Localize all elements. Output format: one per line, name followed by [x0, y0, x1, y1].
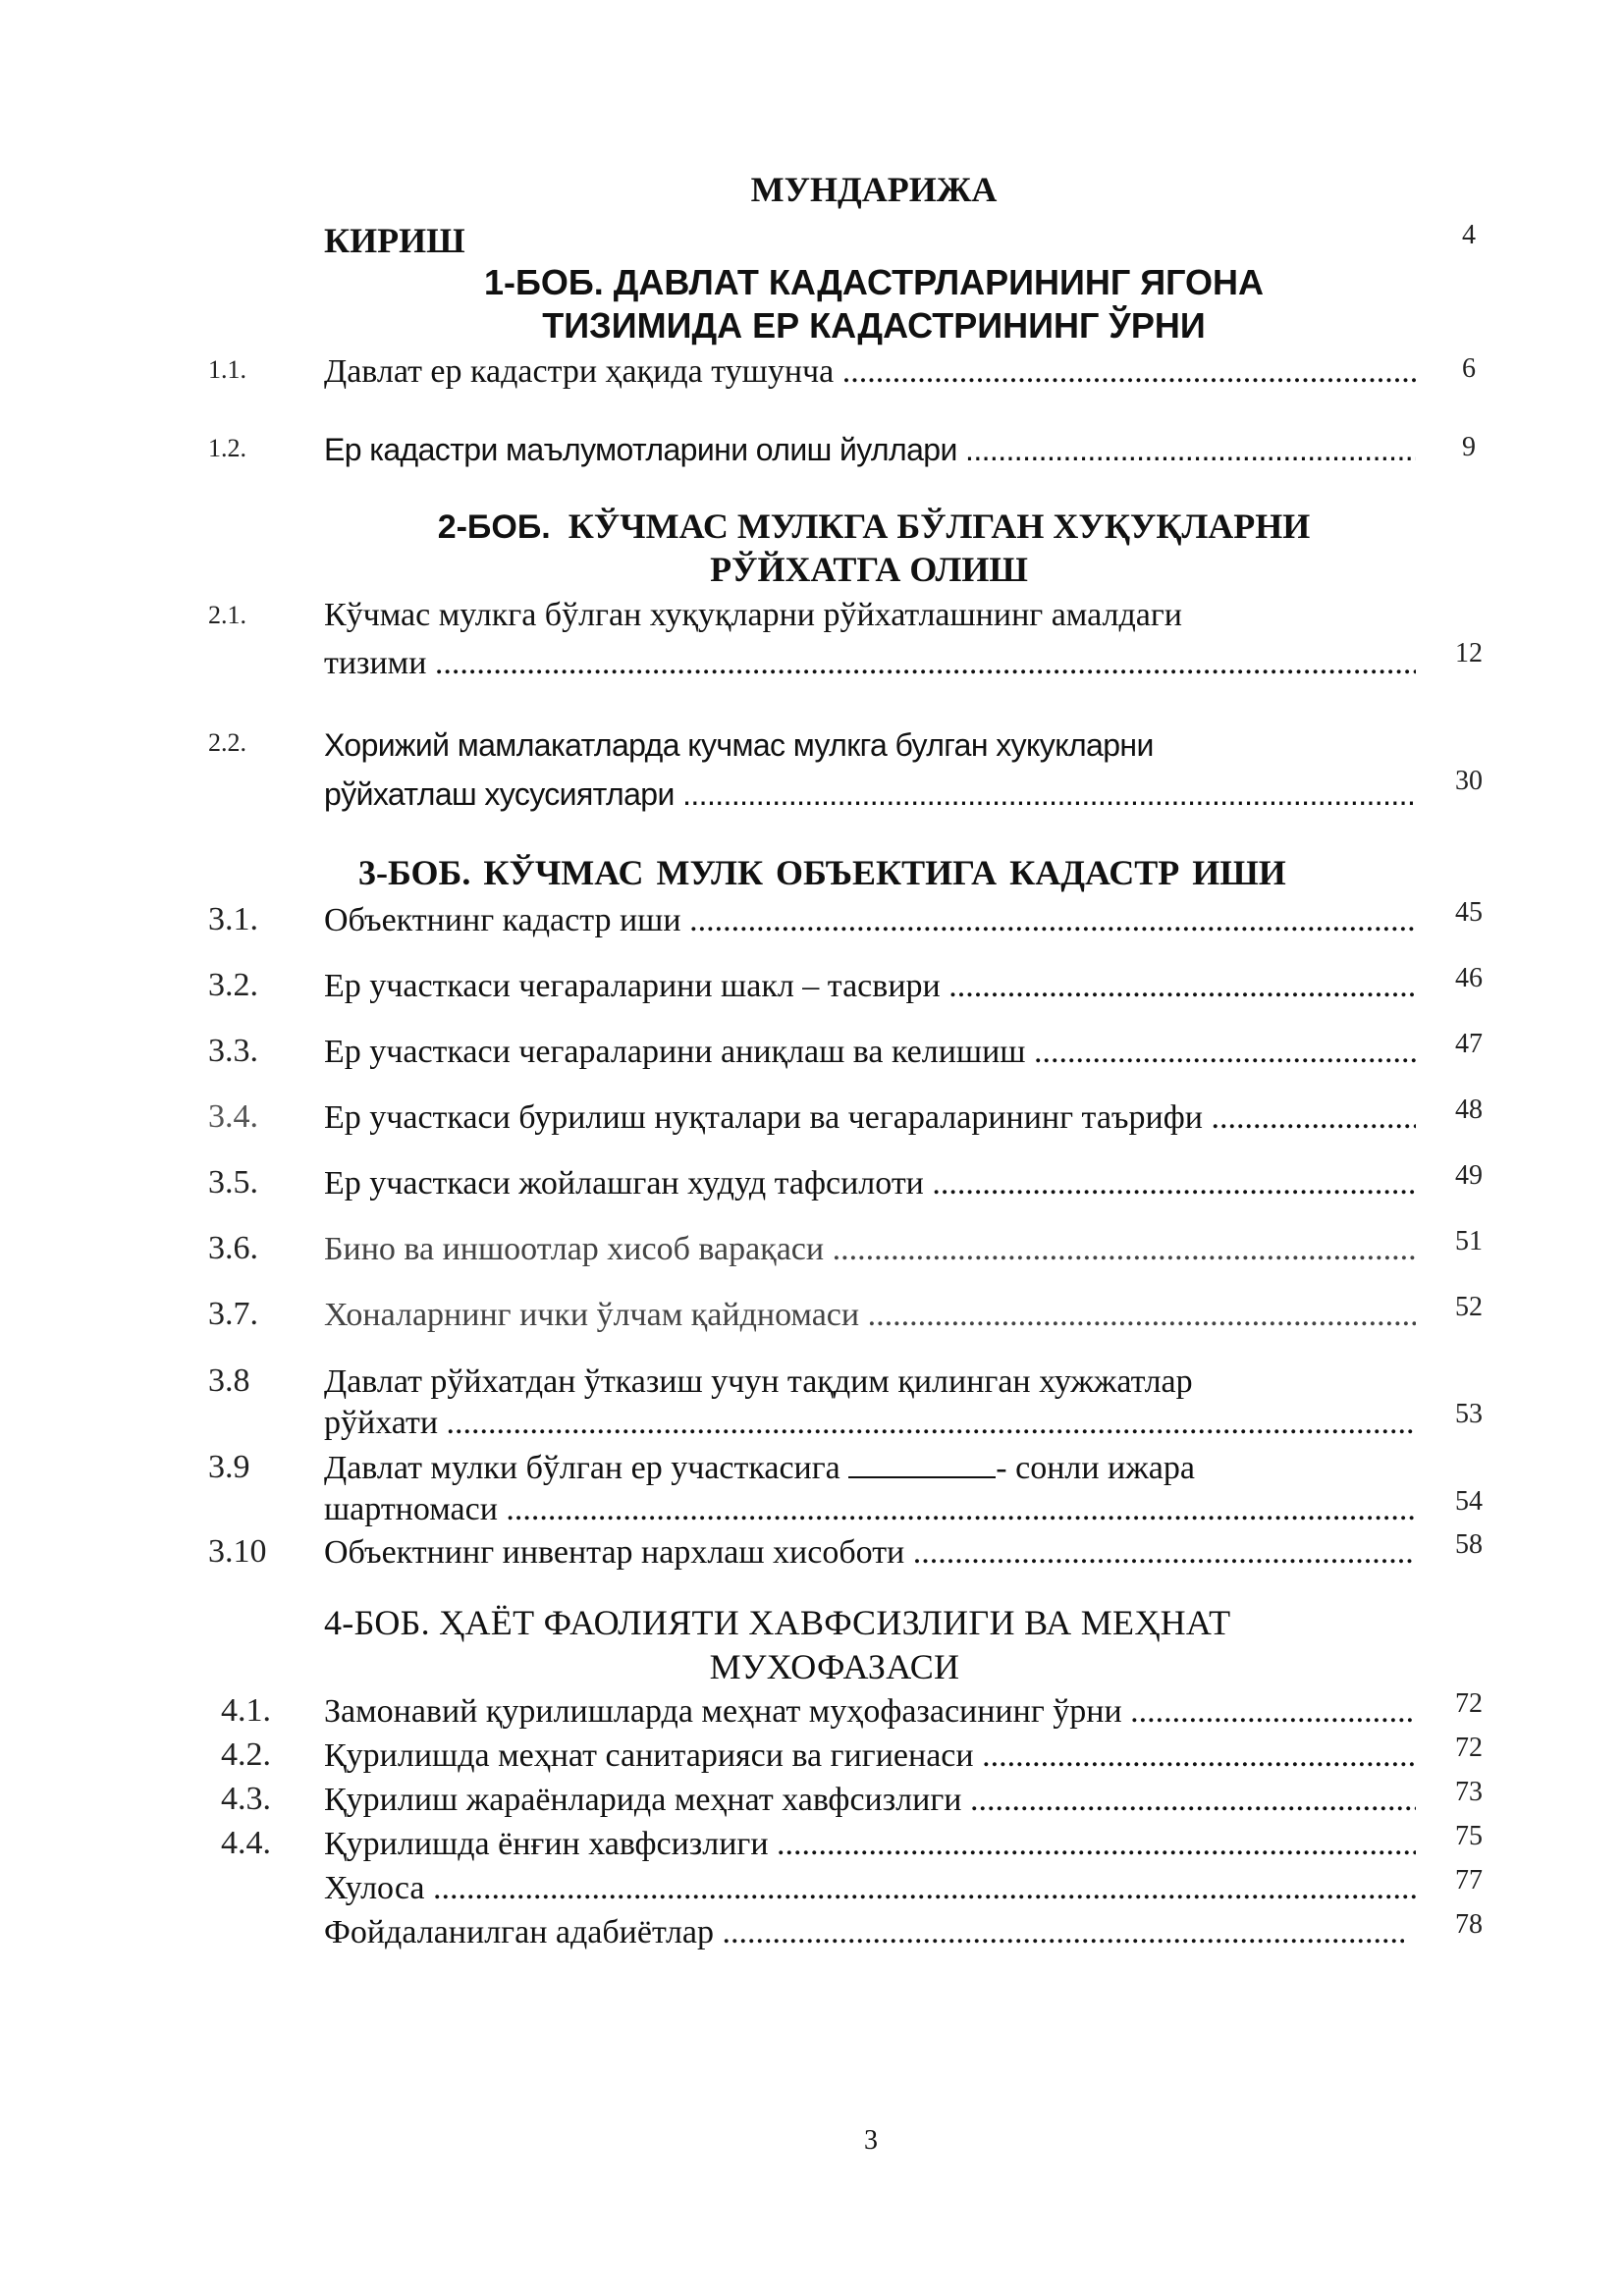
intro-label: КИРИШ: [324, 221, 465, 260]
toc-item-page: 58: [1455, 1529, 1483, 1560]
toc-item-page: 48: [1455, 1095, 1483, 1125]
toc-item-page: 73: [1455, 1777, 1483, 1807]
toc-item-title: [324, 348, 1416, 395]
toc-item-text: Ер участкаси чегараларини аниқлаш ва келишиш: [324, 1034, 1026, 1070]
toc-item-title-line1: [324, 1445, 1416, 1491]
toc-item-title: [324, 1777, 1416, 1823]
blank-underline: [848, 1447, 996, 1478]
page-number: 3: [864, 2125, 878, 2156]
toc-item-title-line1: Хорижий мамлакатларда кучмас мулкга булган хукукларни: [324, 727, 1154, 763]
toc-item-number: 3.3.: [208, 1033, 258, 1069]
chapter4-heading-line1: 4-БОБ. ҲАЁТ ФАОЛИЯТИ ХАВФСИЗЛИГИ ВА МЕҲНАТ: [324, 1603, 1231, 1642]
toc-item-page: 30: [1455, 766, 1483, 796]
toc-item-page: 6: [1462, 353, 1476, 384]
chapter2-heading-text: КЎЧМАС МУЛКГА БЎЛГАН ХУҚУҚЛАРНИ: [550, 507, 1311, 546]
toc-item-number: 3.9: [208, 1449, 250, 1485]
toc-item-title-line1: Кўчмас мулкга бўлган хуқуқларни рўйхатлашнинг амалдаги: [324, 597, 1182, 633]
toc-item-page: 52: [1455, 1292, 1483, 1322]
conclusion-page: 77: [1455, 1865, 1483, 1896]
toc-item-title: [324, 1529, 1416, 1575]
toc-item-title: [324, 897, 1416, 943]
toc-item-number: 3.2.: [208, 967, 258, 1003]
toc-item-number: 3.6.: [208, 1230, 258, 1266]
toc-item-text: Объектнинг инвентар нархлаш хисоботи: [324, 1534, 905, 1571]
toc-item-number: 2.2.: [208, 728, 246, 757]
toc-item-number: 4.3.: [221, 1781, 271, 1817]
toc-item-title-line2: [324, 1486, 1416, 1532]
toc-item-title-line1: Давлат рўйхатдан ўтказиш учун тақдим қилинган хужжатлар: [324, 1363, 1193, 1400]
toc-item-number: 3.4.: [208, 1098, 258, 1135]
toc-item-text: Ер участкаси бурилиш нуқталари ва чегараларининг таърифи: [324, 1099, 1203, 1136]
toc-item-text: рўйхатлаш хусусиятлари: [324, 776, 675, 812]
toc-item-number: 1.2.: [208, 434, 246, 462]
toc-item-title-line2: [324, 772, 1416, 818]
toc-item-number: 2.1.: [208, 601, 246, 629]
references-page: 78: [1455, 1909, 1483, 1940]
toc-item-number: 4.1.: [221, 1692, 271, 1729]
toc-item-title: [324, 1029, 1416, 1075]
toc-item-text: шартномаси: [324, 1491, 498, 1527]
toc-item-title: [324, 1688, 1416, 1735]
toc-item-number: 4.2.: [221, 1736, 271, 1773]
toc-item-text: Хулоса: [324, 1870, 425, 1906]
toc-item-page: 47: [1455, 1029, 1483, 1059]
chapter2-heading-prefix: 2-БОБ.: [437, 508, 551, 546]
toc-item-text: Давлат мулки бўлган ер участкасига: [324, 1450, 849, 1486]
toc-item-page: 72: [1455, 1688, 1483, 1719]
toc-item-number: 3.1.: [208, 901, 258, 937]
toc-item-page: 45: [1455, 897, 1483, 928]
toc-item-page: 49: [1455, 1160, 1483, 1191]
toc-item-number: 3.10: [208, 1533, 267, 1570]
toc-item-page: 72: [1455, 1733, 1483, 1763]
toc-item-text: - сонли ижара: [996, 1450, 1195, 1486]
toc-item-title: [324, 1160, 1416, 1206]
toc-item-text: Қурилишда ёнғин хавфсизлиги: [324, 1826, 769, 1862]
toc-item-title: [324, 1226, 1416, 1272]
toc-item-title-line2: [324, 640, 1416, 686]
toc-item-number: 3.8: [208, 1362, 250, 1399]
toc-item-page: 9: [1462, 432, 1476, 462]
chapter2-heading-line2: РЎЙХАТГА ОЛИШ: [710, 550, 1028, 589]
toc-item-text: Ер кадастри маълумотларини олиш йуллари: [324, 432, 957, 467]
toc-item-page: 46: [1455, 963, 1483, 993]
chapter1-heading-line2: ТИЗИМИДА ЕР КАДАСТРИНИНГ ЎРНИ: [542, 305, 1206, 346]
toc-item-title: [324, 1733, 1416, 1779]
chapter1-heading-line1: 1-БОБ. ДАВЛАТ КАДАСТРЛАРИНИНГ ЯГОНА: [483, 262, 1265, 302]
toc-item-text: Фойдаланилган адабиётлар: [324, 1914, 715, 1950]
toc-item-number: 3.5.: [208, 1164, 258, 1201]
toc-item-text: Замонавий қурилишларда меҳнат муҳофазасининг ўрни: [324, 1693, 1122, 1730]
toc-item-title: [324, 427, 1416, 473]
toc-item-page: 51: [1455, 1226, 1483, 1256]
toc-item-number: 4.4.: [221, 1825, 271, 1861]
toc-item-title: [324, 1292, 1416, 1338]
toc-item-text: Давлат ер кадастри ҳақида тушунча: [324, 353, 835, 390]
chapter2-heading-line1: [393, 505, 1355, 549]
toc-item-title: [324, 1095, 1416, 1141]
toc-item-text: тизими: [324, 645, 427, 681]
toc-item-text: рўйхати: [324, 1405, 439, 1441]
toc-item-text: Объектнинг кадастр иши: [324, 902, 681, 938]
toc-item-text: Қурилиш жараёнларида меҳнат хавфсизлиги: [324, 1782, 962, 1818]
toc-item-title-line2: [324, 1400, 1416, 1446]
conclusion-title: [324, 1865, 1416, 1911]
toc-item-page: 75: [1455, 1821, 1483, 1851]
toc-item-number: 1.1.: [208, 355, 246, 384]
toc-item-page: 53: [1455, 1399, 1483, 1429]
toc-item-page: 54: [1455, 1486, 1483, 1517]
chapter3-heading: 3-БОБ. КЎЧМАС МУЛК ОБЪЕКТИГА КАДАСТР ИШИ: [358, 853, 1286, 892]
chapter4-heading-line2: МУХОФАЗАСИ: [709, 1647, 960, 1686]
toc-item-text: Қурилишда меҳнат санитарияси ва гигиенаси: [324, 1737, 974, 1774]
toc-item-page: 12: [1455, 638, 1483, 668]
toc-item-number: 3.7.: [208, 1296, 258, 1332]
toc-item-title: [324, 963, 1416, 1009]
toc-item-text: Хоналарнинг ички ўлчам қайдномаси: [324, 1297, 860, 1333]
toc-item-title: [324, 1821, 1416, 1867]
references-title: [324, 1909, 1404, 1955]
toc-item-text: Бино ва иншоотлар хисоб варақаси: [324, 1231, 825, 1267]
toc-item-text: Ер участкаси чегараларини шакл – тасвири: [324, 968, 941, 1004]
intro-page: 4: [1462, 220, 1476, 250]
page-title: МУНДАРИЖА: [750, 170, 998, 209]
toc-item-text: Ер участкаси жойлашган худуд тафсилоти: [324, 1165, 924, 1201]
